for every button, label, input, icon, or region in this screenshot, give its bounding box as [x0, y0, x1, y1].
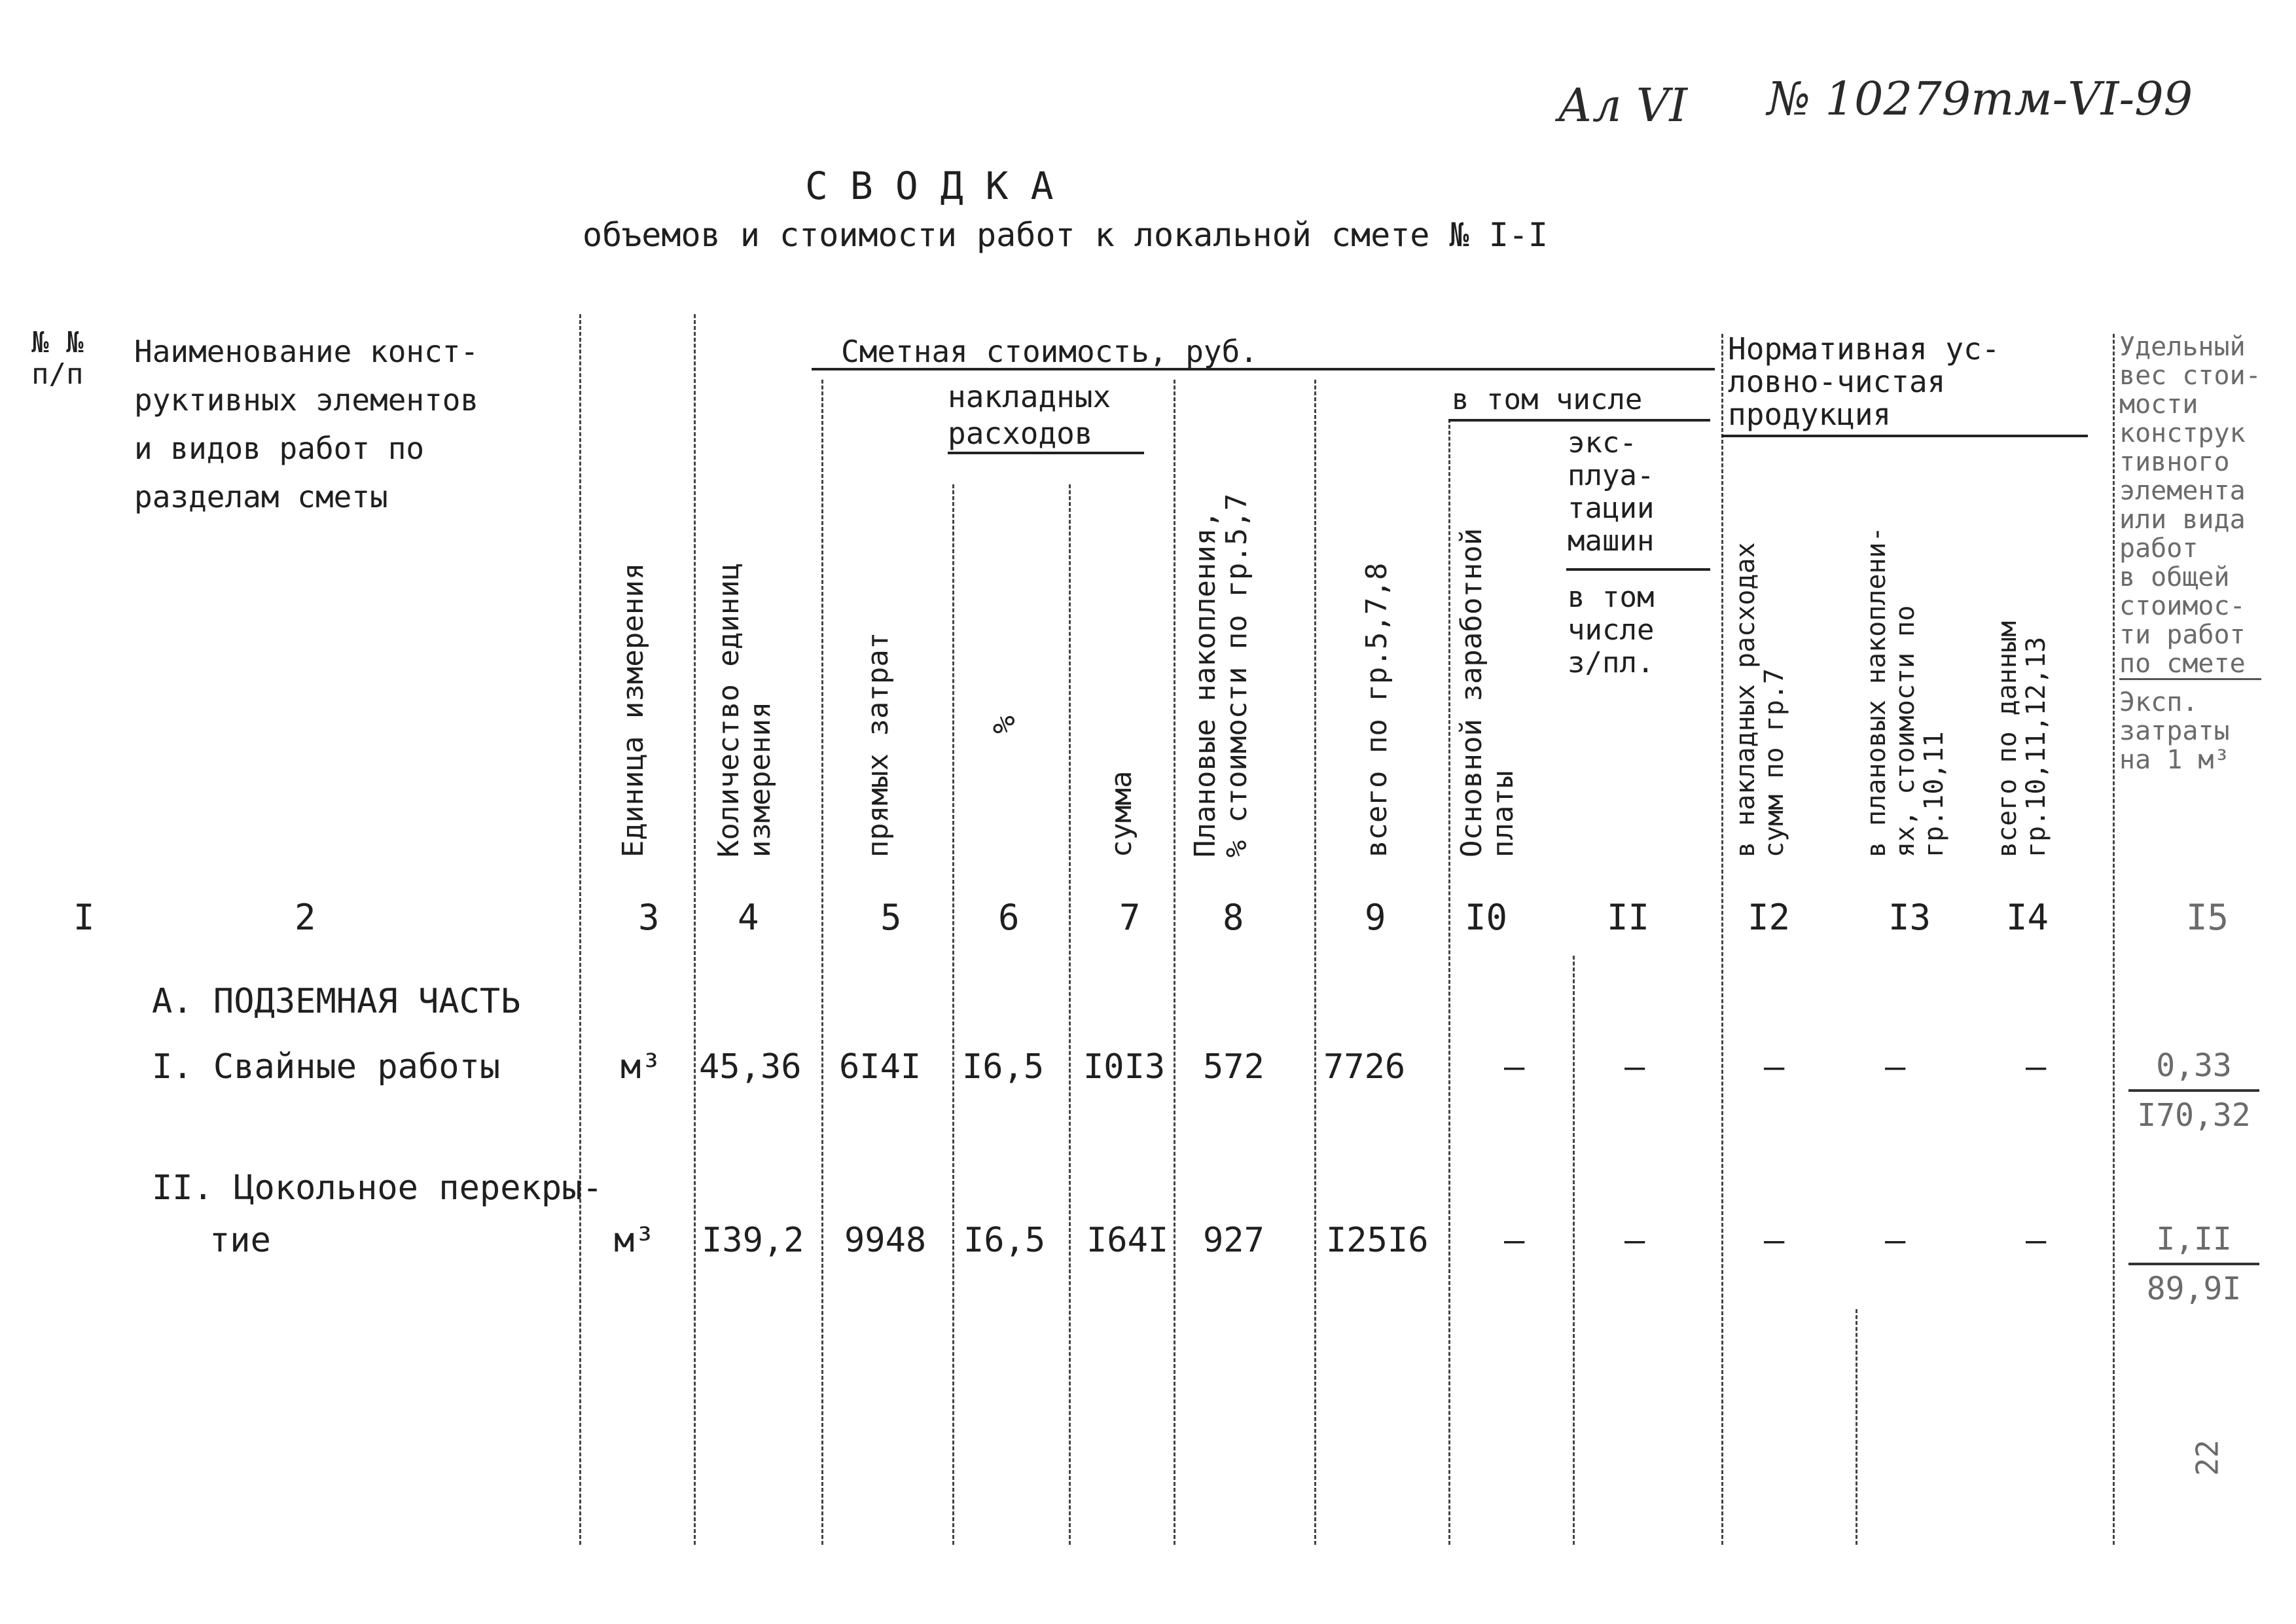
header-basic-wage-line: платы — [1486, 770, 1520, 857]
header-specific-weight — [2119, 333, 2261, 774]
header-sum: сумма — [1105, 770, 1138, 857]
header-weight-line: вес стои- — [2119, 361, 2261, 391]
header-weight-line: по смете — [2119, 649, 2261, 680]
row-total-norm: – — [2026, 1047, 2047, 1087]
row-sum: I64I — [1086, 1221, 1169, 1260]
col-sep — [2113, 334, 2115, 1545]
col-number: 3 — [638, 897, 660, 938]
header-exploitation-line: плуа- — [1568, 459, 1655, 492]
col-number: 6 — [998, 897, 1020, 938]
col-sep — [1448, 419, 1450, 1545]
row-qty: 45,36 — [699, 1047, 802, 1087]
row-in-planned: – — [1885, 1047, 1906, 1087]
header-weight-line: ти работ — [2119, 620, 2246, 650]
document-title: СВОДКА — [805, 164, 1076, 208]
row-total: I25I6 — [1326, 1221, 1429, 1260]
header-qty-line: измерения — [744, 701, 777, 857]
row-basic-wage: – — [1504, 1047, 1525, 1087]
header-norm-line: продукция — [1728, 397, 1892, 432]
section-title: А. ПОДЗЕМНАЯ ЧАСТЬ — [152, 982, 521, 1021]
header-name-line: и видов работ по — [134, 431, 425, 466]
col-sep — [952, 484, 954, 1545]
header-weight-line: затраты — [2119, 716, 2230, 746]
header-norm-line: ловно-чистая — [1728, 364, 1946, 399]
col-number: II — [1607, 897, 1650, 938]
header-direct: прямых затрат — [861, 632, 895, 857]
stamp-right: № 10279тм-VI-99 — [1767, 72, 2193, 126]
row-in-overhead: – — [1764, 1047, 1785, 1087]
col-sep — [579, 314, 581, 1545]
header-weight-line: Удельный — [2119, 332, 2246, 362]
row-name: тие — [209, 1221, 271, 1260]
header-overhead-group — [948, 378, 1111, 452]
row-name: I. Свайные работы — [152, 1047, 501, 1087]
col-number: I — [73, 897, 95, 938]
col-number: I2 — [1748, 897, 1791, 938]
header-total-norm-line: всего по данным — [1992, 621, 2022, 857]
row-basic-wage: – — [1504, 1221, 1525, 1260]
header-overhead-line: расходов — [948, 416, 1093, 451]
row-total-norm: – — [2026, 1221, 2047, 1260]
header-in-planned — [1862, 452, 1948, 857]
col-number: I5 — [2186, 897, 2229, 938]
col-sep — [1314, 380, 1316, 1545]
header-total-norm-line: гр.10,11,12,13 — [2021, 636, 2051, 857]
header-name-line: руктивных элементов — [134, 382, 479, 418]
row-weight — [2128, 1221, 2259, 1307]
row-unit: м³ — [620, 1047, 662, 1087]
col-sep — [821, 380, 823, 1545]
header-in-overhead — [1731, 452, 1789, 857]
col-number: 7 — [1119, 897, 1141, 938]
header-norm-group — [1728, 333, 2000, 431]
row-weight-top: 0,33 — [2128, 1047, 2259, 1092]
header-unit: Единица измерения — [617, 562, 650, 857]
header-planned-line: Плановые накопления, — [1189, 511, 1222, 857]
row-planned: 572 — [1203, 1047, 1265, 1087]
header-weight-line: мости — [2119, 389, 2198, 420]
col-sep — [1174, 380, 1175, 1545]
header-weight-line: конструк — [2119, 418, 2246, 448]
header-name — [134, 327, 478, 521]
col-number: I0 — [1465, 897, 1508, 938]
header-in-planned-line: гр.10,11 — [1919, 731, 1949, 857]
rule-norm — [1721, 435, 2088, 437]
col-sep — [1573, 956, 1575, 1545]
document-subtitle: объемов и стоимости работ к локальной смете № I-I — [583, 216, 1549, 254]
stamp-left: Ал VI — [1558, 79, 1688, 132]
row-exploitation: – — [1624, 1221, 1645, 1260]
header-basic-wage-line: Основной заработной — [1455, 528, 1488, 857]
row-exploitation: – — [1624, 1047, 1645, 1087]
row-direct: 9948 — [844, 1221, 927, 1260]
row-direct: 6I4I — [839, 1047, 922, 1087]
page-mark: 22 — [2189, 1439, 2225, 1476]
col-number: 8 — [1223, 897, 1244, 938]
col-sep — [1856, 1309, 1857, 1545]
header-no-line: п/п — [31, 357, 84, 391]
col-sep — [694, 314, 696, 1545]
header-including-wage-line: в том — [1568, 581, 1655, 614]
row-percent: I6,5 — [962, 1047, 1045, 1087]
row-qty: I39,2 — [702, 1221, 804, 1260]
col-number: 2 — [295, 897, 316, 938]
header-in-overhead-line: в накладных расходах — [1731, 542, 1761, 857]
row-weight-bottom: I70,32 — [2137, 1097, 2251, 1134]
header-qty-line: Количество единиц — [712, 562, 745, 857]
header-weight-line: тивного — [2119, 447, 2230, 477]
row-planned: 927 — [1203, 1221, 1265, 1260]
col-number: 9 — [1365, 897, 1386, 938]
header-weight-line: в общей — [2119, 562, 2230, 592]
header-exploitation-line: машин — [1568, 524, 1655, 558]
row-name: II. Цокольное перекры- — [152, 1168, 603, 1208]
header-including: в том числе — [1452, 383, 1643, 416]
header-in-planned-line: ях, стоимости по — [1890, 605, 1920, 857]
col-number: 4 — [738, 897, 759, 938]
header-name-line: Наименование конст- — [134, 334, 479, 369]
header-no-line: № № — [31, 326, 84, 359]
header-including-wage — [1568, 581, 1654, 679]
header-exploitation — [1568, 427, 1654, 558]
col-number: I4 — [2006, 897, 2049, 938]
header-exploitation-line: тации — [1568, 492, 1655, 525]
rule-overhead — [948, 452, 1144, 454]
header-including-wage-line: числе — [1568, 613, 1655, 647]
header-planned — [1190, 458, 1253, 857]
header-weight-line: на 1 м³ — [2119, 745, 2230, 775]
header-including-wage-line: з/пл. — [1568, 646, 1655, 679]
header-in-planned-line: в плановых накоплени- — [1861, 526, 1892, 857]
header-weight-line: элемента — [2119, 476, 2246, 506]
row-in-overhead: – — [1764, 1221, 1785, 1260]
row-sum: I0I3 — [1083, 1047, 1166, 1087]
header-norm-line: Нормативная ус- — [1728, 331, 2000, 367]
header-name-line: разделам сметы — [134, 479, 388, 514]
header-overhead-line: накладных — [948, 379, 1111, 414]
row-weight-bottom: 89,9I — [2146, 1271, 2242, 1307]
row-total: 7726 — [1323, 1047, 1406, 1087]
row-in-planned: – — [1885, 1221, 1906, 1260]
col-sep — [1069, 484, 1071, 1545]
header-weight-line: стоимос- — [2119, 591, 2246, 621]
header-in-overhead-line: сумм по гр.7 — [1759, 668, 1789, 857]
header-exploitation-line: экс- — [1568, 426, 1637, 460]
header-weight-line: работ — [2119, 533, 2198, 564]
row-percent: I6,5 — [963, 1221, 1046, 1260]
row-weight-top: I,II — [2128, 1221, 2259, 1265]
header-percent: % — [986, 715, 1022, 734]
header-total: всего по гр.5,7,8 — [1360, 562, 1393, 857]
header-cost-group: Сметная стоимость, руб. — [841, 334, 1258, 369]
header-no — [31, 327, 83, 390]
row-unit: м³ — [614, 1221, 655, 1260]
row-weight — [2128, 1047, 2259, 1134]
header-total-norm — [1993, 550, 2051, 857]
header-qty — [713, 504, 776, 857]
header-planned-line: % стоимости по гр.5,7 — [1220, 493, 1253, 857]
header-weight-line: Эксп. — [2119, 687, 2198, 717]
header-weight-line: или вида — [2119, 505, 2246, 535]
col-number: I3 — [1888, 897, 1931, 938]
col-sep — [1721, 334, 1723, 1545]
col-number: 5 — [880, 897, 902, 938]
rule-exploitation — [1566, 568, 1710, 571]
header-basic-wage — [1456, 471, 1519, 857]
